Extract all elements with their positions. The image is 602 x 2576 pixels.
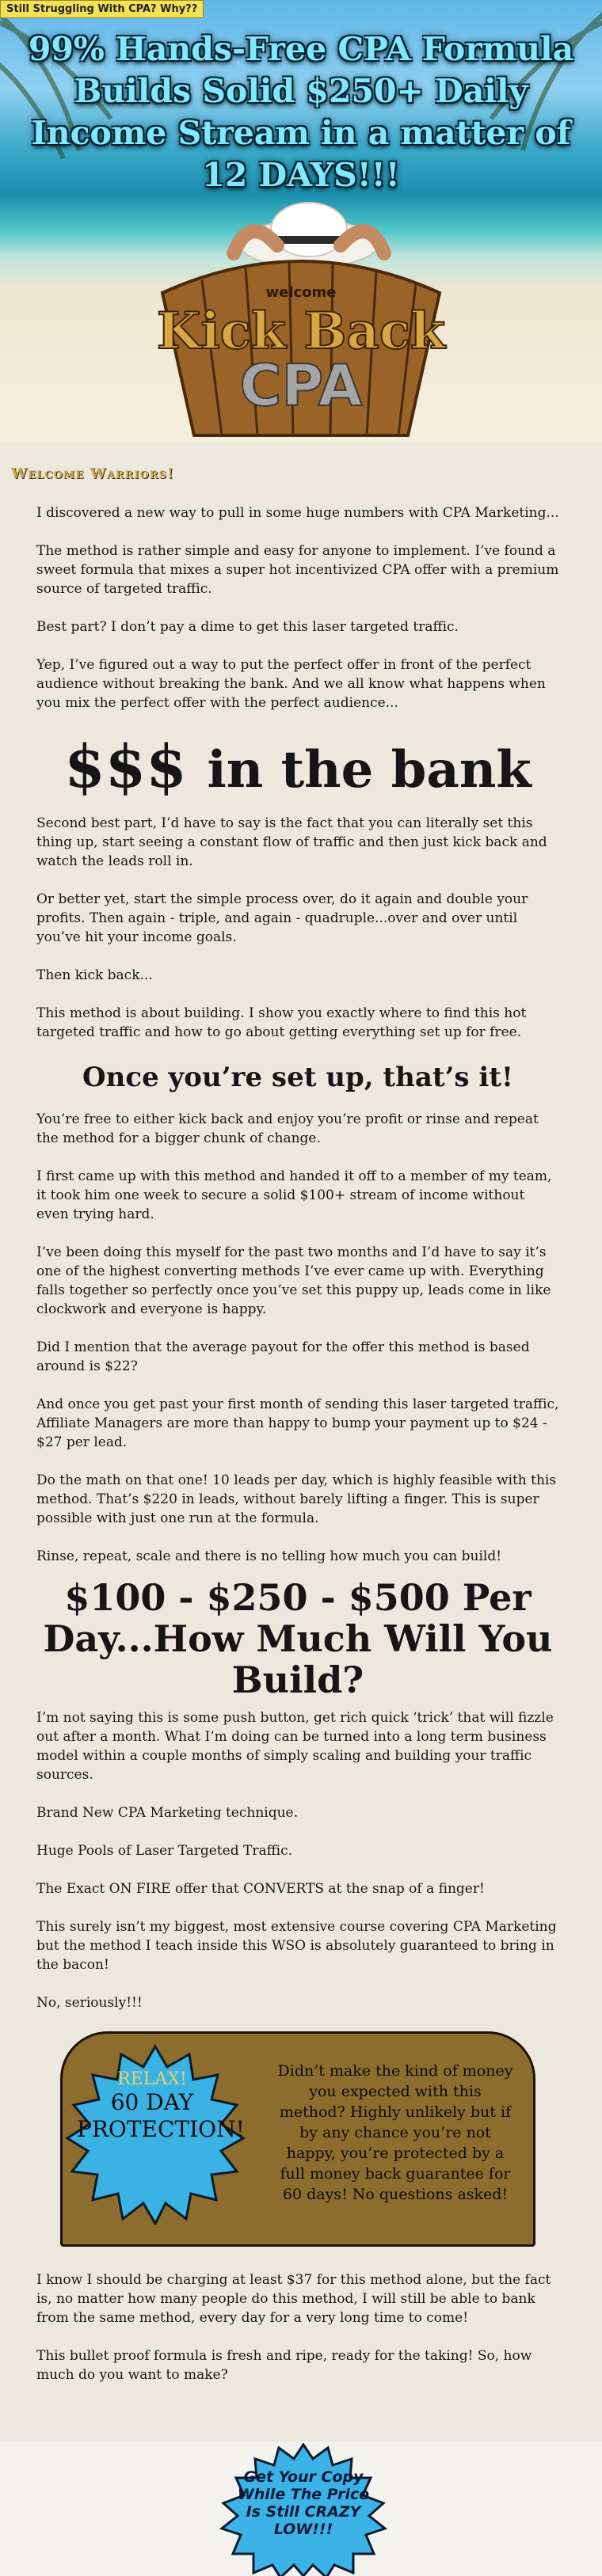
struggling-tag: Still Struggling With CPA? Why?? xyxy=(0,0,204,18)
get-your-copy-button[interactable] xyxy=(219,2443,388,2576)
paragraph: I’m not saying this is some push button, get rich quick ‘trick’ that will fizzle out after a month. What I’m doing can be turned into a long term business model within a couple months of simply scaling and building your traffic sources. xyxy=(36,1710,554,1783)
sign-cpa: CPA xyxy=(239,352,363,419)
badge-60-day-protection: 60 DAY PROTECTION! xyxy=(77,2089,245,2142)
dollar-signs: $$$ xyxy=(64,733,187,801)
paragraph: Rinse, repeat, scale and there is no telling how much you can build! xyxy=(36,1548,502,1564)
paragraph: Do the math on that one! 10 leads per day, which is highly feasible with this method. That’s $220 in leads, without barely lifting a finger. This is super possible with just one run at the formula. xyxy=(36,1472,557,1526)
paragraph: The method is rather simple and easy for anyone to implement. I’ve found a sweet formula that mixes a super hot incentivized CPA offer with a premium source of targeted traffic. xyxy=(36,543,559,597)
paragraph: Huge Pools of Laser Targeted Traffic. xyxy=(36,1843,293,1859)
setup-subheading: Once you’re set up, that’s it! xyxy=(82,1062,513,1093)
paragraph: No, seriously!!! xyxy=(36,1995,143,2011)
sign-welcome: welcome xyxy=(265,284,337,301)
paragraph: Brand New CPA Marketing technique. xyxy=(36,1805,299,1821)
in-the-bank-text: in the bank xyxy=(207,740,532,800)
beach-chair-illustration xyxy=(147,198,455,443)
paragraph: I’ve been doing this myself for the past two months and I’d have to say it’s one of the highest converting methods I’ve ever came up with. Everything falls together so perfectly once you’ve set this puppy up, leads come in like clockwork and everyone is happy. xyxy=(36,1244,551,1317)
paragraph: You’re free to either kick back and enjoy you’re profit or rinse and repeat the method for a bigger chunk of change. xyxy=(36,1111,539,1146)
guarantee-text: Didn’t make the kind of money you expected with this method? Highly unlikely but if by any chance you’re not happy, you’re protected by a full money back guarantee for 60 days! No questions asked! xyxy=(277,2062,513,2203)
paragraph: This method is about building. I show you exactly where to find this hot targeted traffic and how to go about getting everything set up for free. xyxy=(36,1005,527,1040)
paragraph: Then kick back... xyxy=(36,967,153,983)
paragraph: Did I mention that the average payout for the offer this method is based around is $22? xyxy=(36,1339,530,1374)
badge-relax: RELAX! xyxy=(117,2069,187,2089)
paragraph: I discovered a new way to pull in some huge numbers with CPA Marketing... xyxy=(36,505,559,521)
paragraph: Yep, I’ve figured out a way to put the perfect offer in front of the perfect audience without breaking the bank. And we all know what happens when you mix the perfect offer with the perfect audience... xyxy=(36,657,546,711)
paragraph: Second best part, I’d have to say is the fact that you can literally set this thing up, start seeing a constant flow of traffic and then just kick back and watch the leads roll in. xyxy=(36,815,547,869)
hero-headline: 99% Hands-Free CPA Formula Builds Solid $250+ Daily Income Stream in a matter of 12 DAYS!!! xyxy=(28,30,574,194)
paragraph: This bullet proof formula is fresh and ripe, ready for the taking! So, how much do you want to make? xyxy=(36,2348,532,2383)
paragraph: The Exact ON FIRE offer that CONVERTS at the snap of a finger! xyxy=(36,1881,485,1897)
paragraph: This surely isn’t my biggest, most extensive course covering CPA Marketing but the method I teach inside this WSO is absolutely guaranteed to bring in the bacon! xyxy=(36,1919,557,1973)
hero-banner xyxy=(0,0,602,443)
sales-copy xyxy=(36,503,559,2403)
big-money-heading xyxy=(36,731,559,806)
paragraph: I first came up with this method and handed it off to a member of my team, it took him one week to secure a solid $100+ stream of income without even trying hard. xyxy=(36,1168,552,1222)
cta-label[interactable]: Get Your Copy While The Price Is Still CRAZY LOW!!! xyxy=(237,2468,370,2538)
sign-kick-back: Kick Back xyxy=(156,302,446,361)
guarantee-box xyxy=(60,2031,535,2247)
paragraph: And once you get past your first month of sending this laser targeted traffic, Affiliate Managers are more than happy to bump your payment up to $24 - $27 per lead. xyxy=(36,1396,559,1450)
welcome-heading: Welcome Warriors! xyxy=(11,465,174,482)
paragraph: I know I should be charging at least $37 for this method alone, but the fact is, no matter how many people do this method, I will still be able to bank from the same method, every day for a very long time to come! xyxy=(36,2272,551,2326)
paragraph: Best part? I don’t pay a dime to get this laser targeted traffic. xyxy=(36,619,459,635)
paragraph: Or better yet, start the simple process over, do it again and double your profits. Then again - triple, and again - quadruple...over and over until you’ve hit your income goals. xyxy=(36,891,528,945)
earnings-heading: $100 - $250 - $500 Per Day...How Much Will You Build? xyxy=(43,1576,553,1701)
badge-text xyxy=(77,2069,245,2143)
